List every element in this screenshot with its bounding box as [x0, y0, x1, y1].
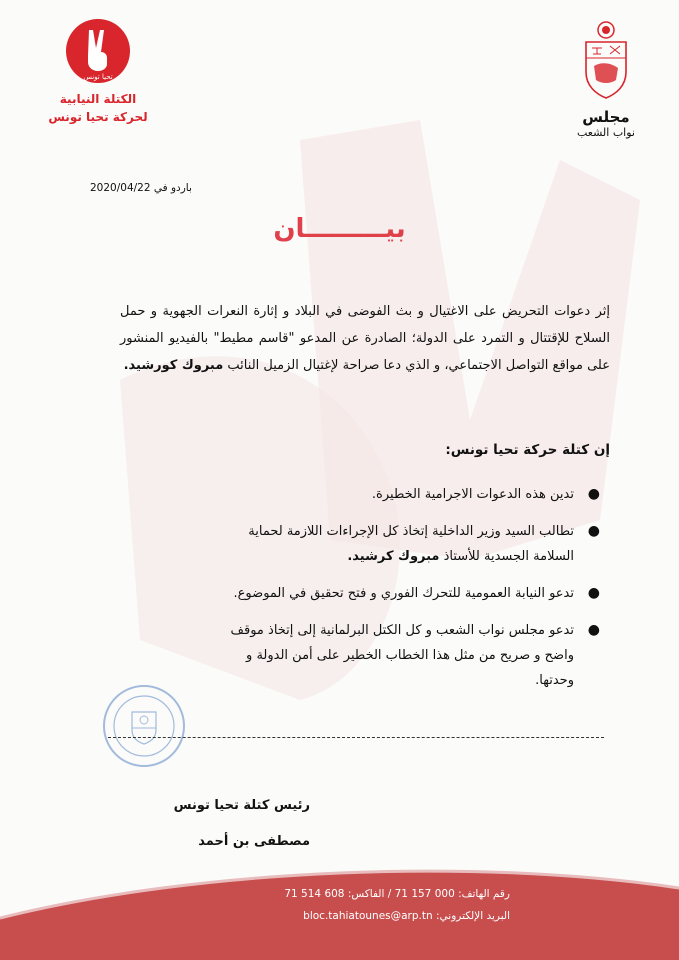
official-stamp — [100, 682, 188, 770]
statement-subheading: إن كتلة حركة تحيا تونس: — [445, 442, 610, 458]
bullet-icon: ● — [587, 585, 600, 601]
intro-mp-name: مبروك كورشيد. — [123, 358, 224, 373]
bullet-icon: ● — [587, 523, 600, 539]
victory-hand-icon — [65, 18, 131, 84]
footer-band — [0, 858, 679, 960]
document-date: باردو في 2020/04/22 — [90, 182, 192, 194]
list-item: ● تدعو مجلس نواب الشعب و كل الكتل البرلمانية إلى إتخاذ موقف واضح و صريح من مثل هذا الخطاب الخطير على أمن الدولة و وحدتها. — [220, 618, 600, 693]
list-item: ● تدعو النيابة العمومية للتحرك الفوري و فتح تحقيق في الموضوع. — [220, 581, 600, 606]
signature-divider — [108, 737, 604, 738]
coat-of-arms-icon — [580, 20, 632, 100]
bloc-name-line1: الكتلة النيابية — [59, 92, 137, 106]
bloc-name-line2: لحركة تحيا تونس — [48, 110, 148, 124]
intro-paragraph — [120, 298, 610, 379]
statement-list — [220, 482, 600, 705]
parliament-name-line2: نواب الشعب — [577, 126, 635, 139]
bullet-icon: ● — [587, 622, 600, 638]
footer-phone: رقم الهاتف: 000 157 71 / الفاكس: 608 514 71 — [284, 888, 510, 900]
footer-email: البريد الإلكتروني: bloc.tahiatounes@arp.tn — [303, 910, 510, 922]
list-item-bold-name: مبروك كرشيد. — [347, 549, 440, 564]
logo-brand-text: تحيا تونس — [83, 73, 113, 81]
document-title: بيـــــــــان — [273, 214, 406, 244]
list-item: ● تدين هذه الدعوات الاجرامية الخطيرة. — [220, 482, 600, 507]
parliament-name-line1: مجلس — [582, 108, 630, 126]
bullet-icon: ● — [587, 486, 600, 502]
signatory-name: مصطفى بن أحمد — [198, 834, 310, 849]
signatory-title: رئيس كتلة تحيا تونس — [173, 798, 310, 813]
list-item: ● تطالب السيد وزير الداخلية إتخاذ كل الإجراءات اللازمة لحماية السلامة الجسدية للأستاذ مبروك كرشيد. — [220, 519, 600, 569]
intro-text: إثر دعوات التحريض على الاغتيال و بث الفوضى في البلاد و إثارة النعرات الجهوية و حمل السلاح للإقتتال و التمرد على الدولة؛ الصادرة عن المدعو "قاسم مطيط" بالفيديو المنشور على مواقع التواصل الاجتماعي، و الذي دعا صراحة لإغتيال الزميل النائب — [120, 304, 610, 373]
